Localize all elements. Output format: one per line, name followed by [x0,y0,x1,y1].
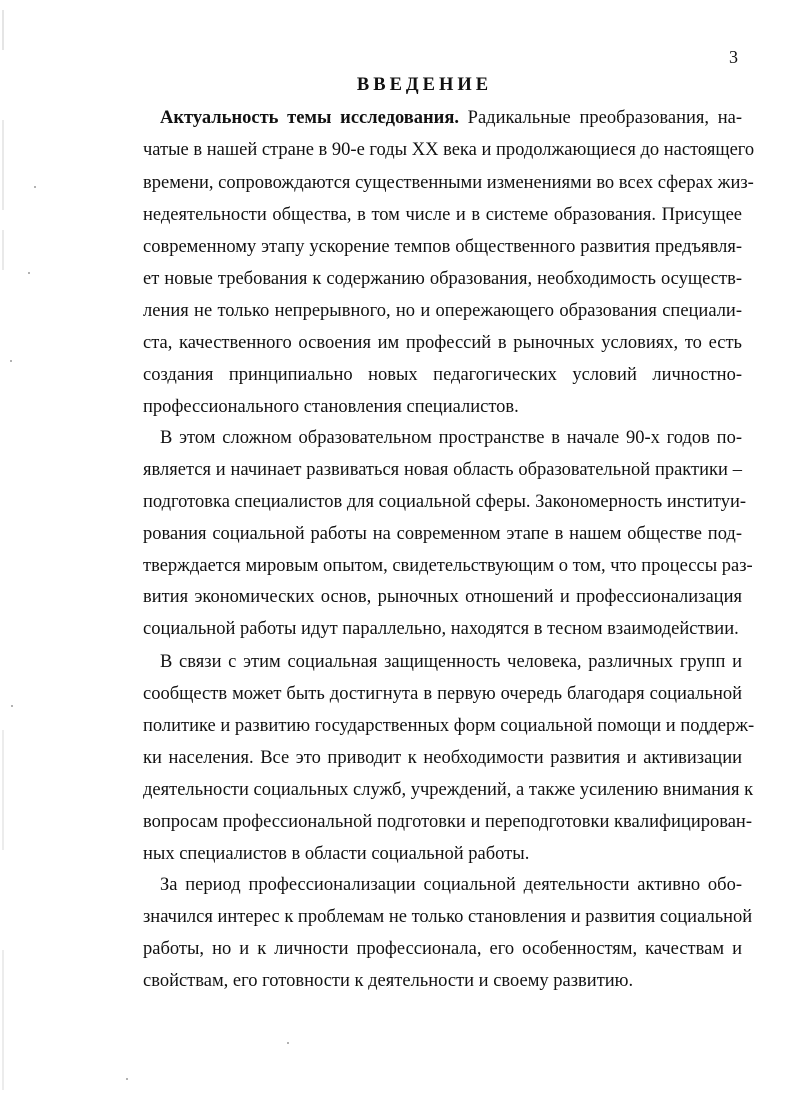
paragraph-line: вопросам профессиональной подготовки и переподготовки квалифицирован- [143,812,752,832]
paragraph-line: является и начинает развиваться новая область образовательной практики – [143,460,742,480]
paragraph-line: профессионального становления специалистов. [143,397,519,417]
scan-edge-mark [2,120,4,210]
paragraph-line: ки населения. Все это приводит к необходимости развития и активизации [143,748,742,768]
scan-edge-mark [2,950,4,1090]
scan-dot [126,1078,128,1080]
paragraph-line: работы, но и к личности профессионала, его особенностям, качествам и [143,939,742,959]
paragraph-line: политике и развитию государственных форм социальной помощи и поддерж- [143,716,755,736]
paragraph-line: В связи с этим социальная защищенность человека, различных групп и [160,652,742,672]
paragraph-line: современному этапу ускорение темпов общественного развития предъявля- [143,237,742,257]
scan-dot [287,1042,289,1044]
scan-dot [11,705,13,707]
paragraph-line: За период профессионализации социальной деятельности активно обо- [160,875,742,895]
paragraph-line-text: Радикальные преобразования, на- [458,108,743,128]
scan-dot [28,272,30,274]
paragraph-line: сообществ может быть достигнута в первую очередь благодаря социальной [143,684,742,704]
paragraph-line: ет новые требования к содержанию образования, необходимость осуществ- [143,269,742,289]
paragraph-line: ста, качественного освоения им профессий в рыночных условиях, то есть [143,333,742,353]
scan-edge-mark [2,230,4,270]
scan-edge-mark [2,10,4,50]
paragraph-line: недеятельности общества, в том числе и в системе образования. Присущее [143,205,742,225]
paragraph-line: подготовка специалистов для социальной сферы. Закономерность институи- [143,492,747,512]
paragraph-line: деятельности социальных служб, учреждений, а также усилению внимания к [143,780,754,800]
paragraph-line: чатые в нашей стране в 90-е годы XX века и продолжающиеся до настоящего [143,140,755,160]
scan-dot [10,360,12,362]
paragraph-line: социальной работы идут параллельно, находятся в тесном взаимодействии. [143,619,739,639]
scan-edge-mark [2,730,4,850]
page-number: 3 [729,47,738,67]
paragraph-line: вития экономических основ, рыночных отношений и профессионализация [143,587,742,607]
paragraph-line: свойствам, его готовности к деятельности и своему развитию. [143,971,634,991]
paragraph-line: ления не только непрерывного, но и опережающего образования специали- [143,301,742,321]
paragraph-line: ных специалистов в области социальной работы. [143,844,530,864]
page-title: ВВЕДЕНИЕ [356,75,493,95]
scan-dot [34,186,36,188]
paragraph-line: В этом сложном образовательном пространстве в начале 90-х годов по- [160,428,742,448]
paragraph-line: тверждается мировым опытом, свидетельствующим о том, что процессы раз- [143,556,753,576]
paragraph-line: рования социальной работы на современном этапе в нашем обществе под- [143,524,742,544]
paragraph-line: значился интерес к проблемам не только становления и развития социальной [143,907,753,927]
paragraph-line: создания принципиально новых педагогических условий личностно- [143,365,742,385]
paragraph-lead: Актуальность темы исследования. [160,108,459,128]
paragraph-line: времени, сопровождаются существенными изменениями во всех сферах жиз- [143,173,754,193]
paragraph-line [160,107,742,129]
